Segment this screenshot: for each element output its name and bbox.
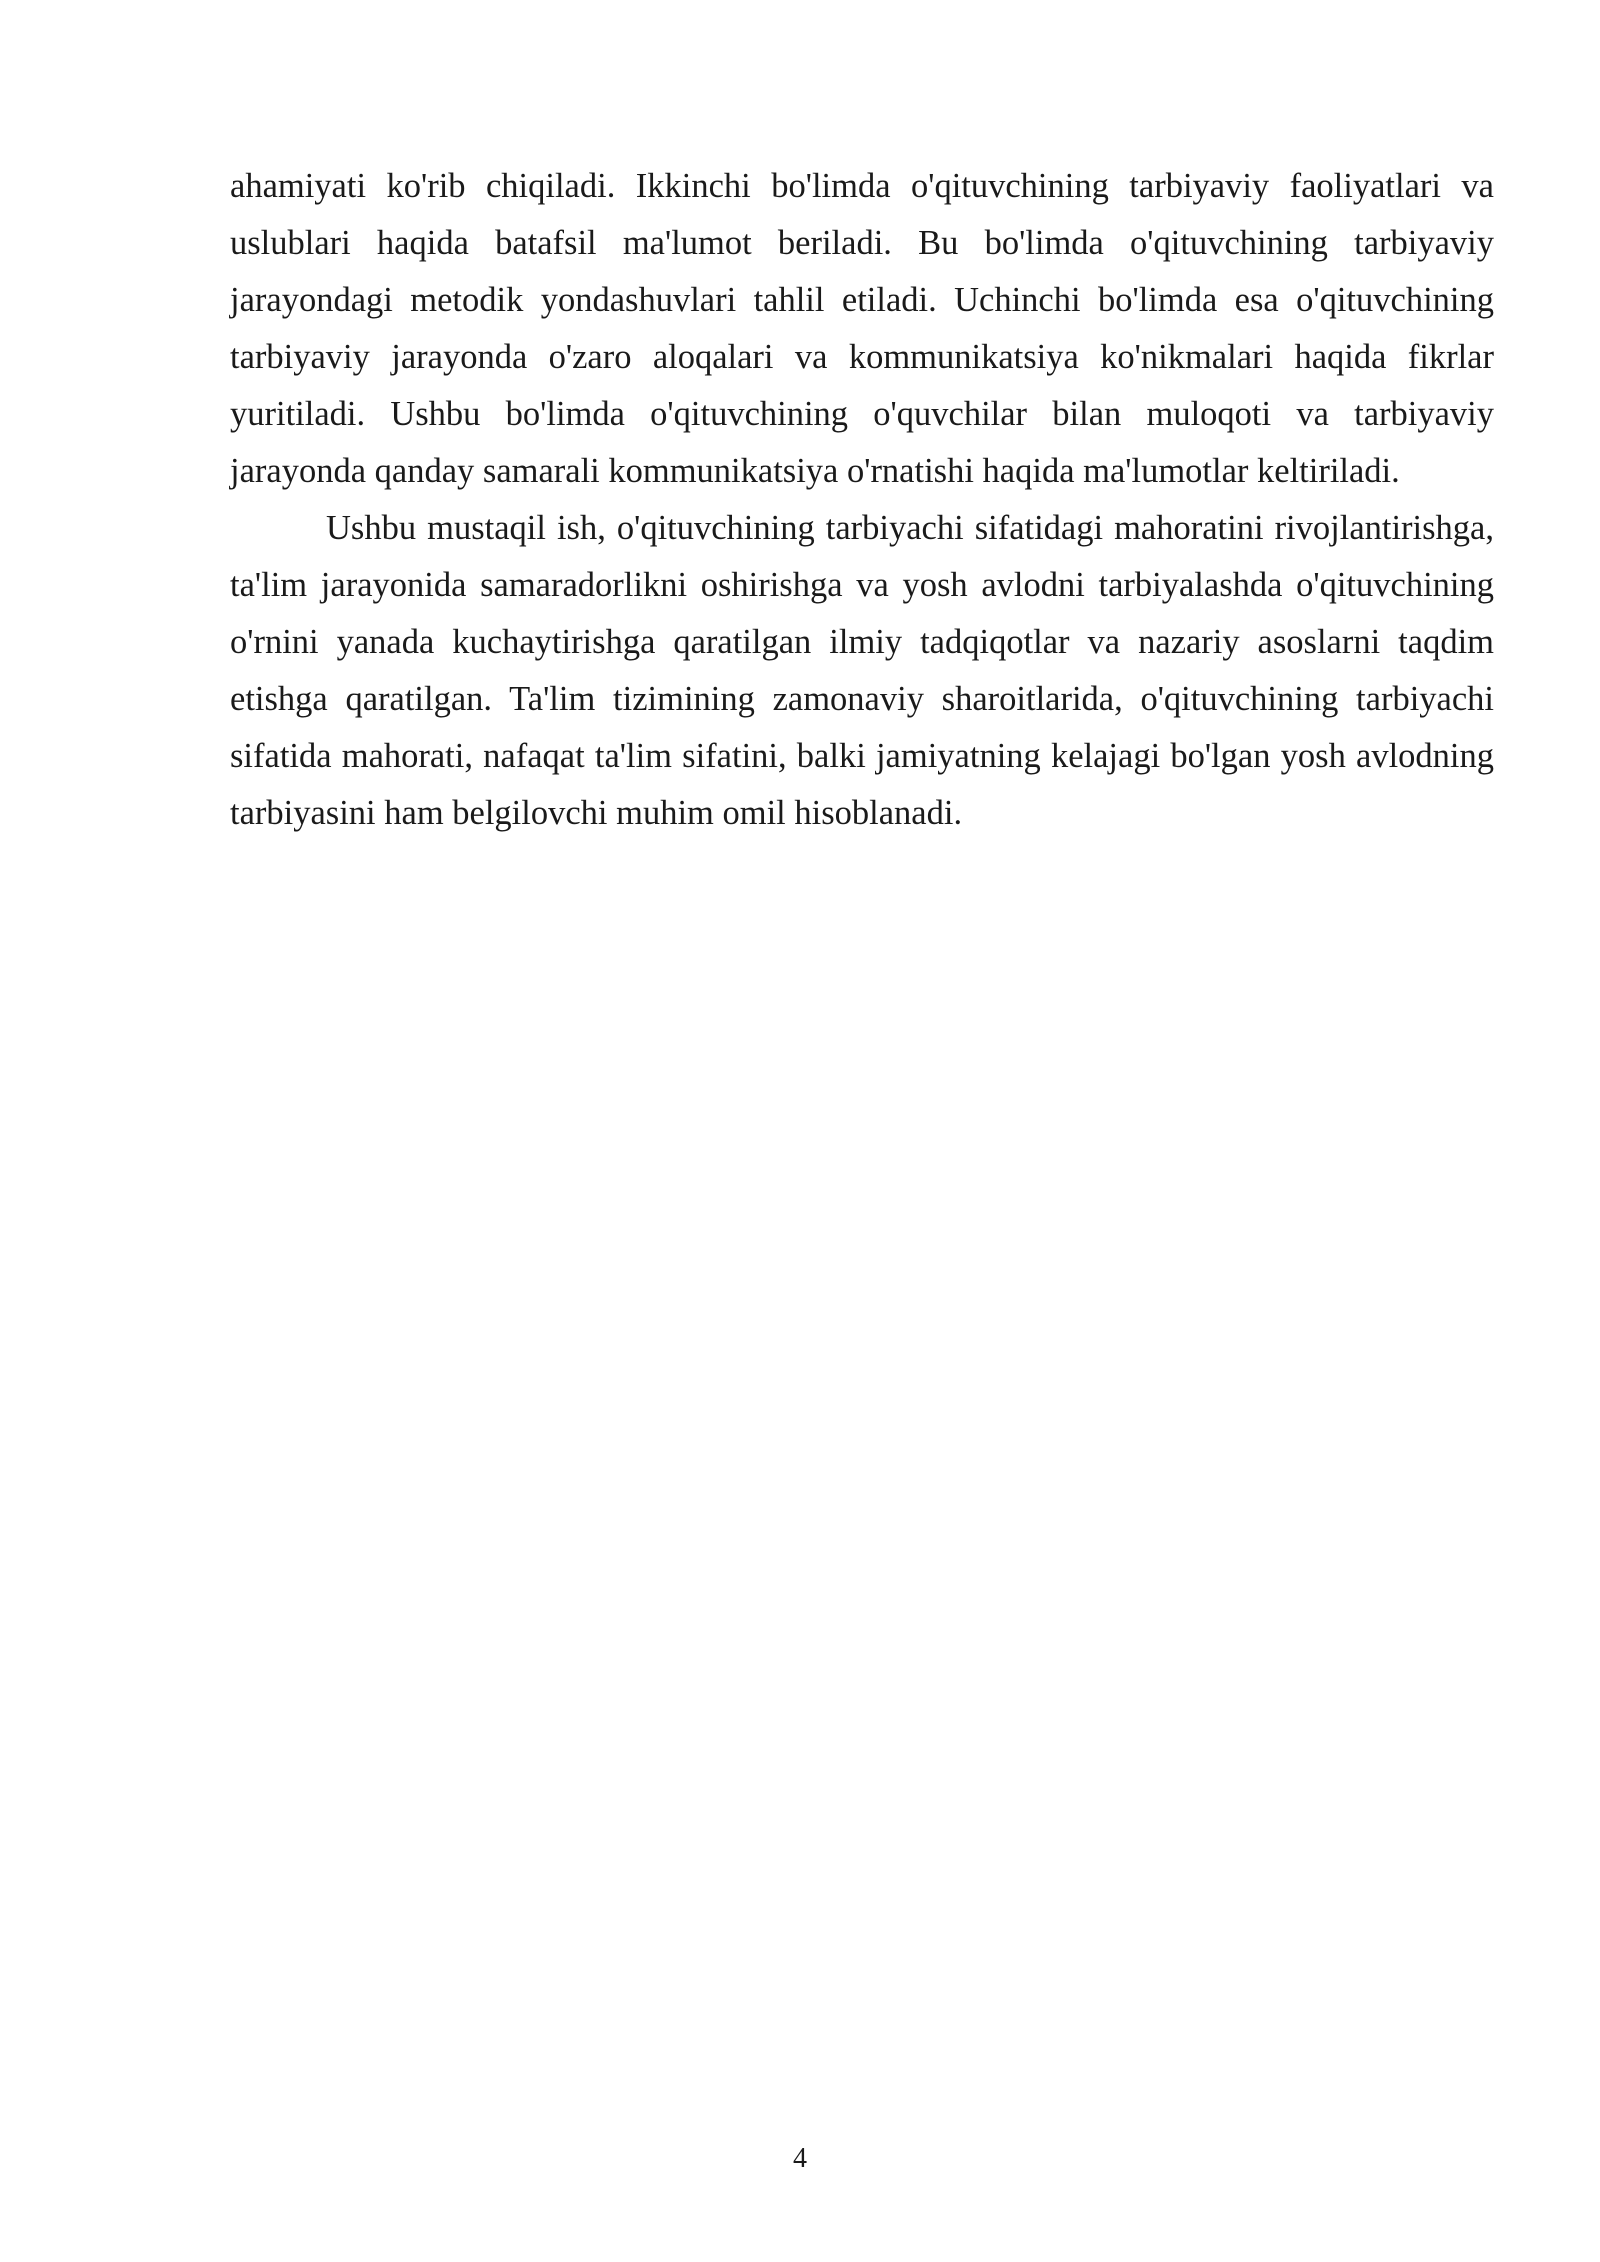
paragraph: Ushbu mustaqil ish, o'qituvchining tarbiyachi sifatidagi mahoratini rivojlantirishga, ta'lim jarayonida samaradorlikni oshirishga va yosh avlodni tarbiyalashda o'qituvchining o'rnini yanada kuchaytirishga qaratilgan ilmiy tadqiqotlar va nazariy asoslarni taqdim etishga qaratilgan. Ta'lim tizimining zamonaviy sharoitlarida, o'qituvchining tarbiyachi sifatida mahorati, nafaqat ta'lim sifatini, balki jamiyatning kelajagi bo'lgan yosh avlodning tarbiyasini ham belgilovchi muhim omil hisoblanadi. — [230, 509, 1494, 832]
body-text — [230, 158, 1494, 842]
paragraph-continuation: ahamiyati ko'rib chiqiladi. Ikkinchi bo'limda o'qituvchining tarbiyaviy faoliyatlari va uslublari haqida batafsil ma'lumot beriladi. Bu bo'limda o'qituvchining tarbiyaviy jarayondagi metodik yondashuvlari tahlil etiladi. Uchinchi bo'limda esa o'qituvchining tarbiyaviy jarayonda o'zaro aloqalari va kommunikatsiya ko'nikmalari haqida fikrlar yuritiladi. Ushbu bo'limda o'qituvchining o'quvchilar bilan muloqoti va tarbiyaviy jarayonda qanday samarali kommunikatsiya o'rnatishi haqida ma'lumotlar keltiriladi. — [230, 167, 1494, 490]
page-number: 4 — [793, 2143, 807, 2174]
